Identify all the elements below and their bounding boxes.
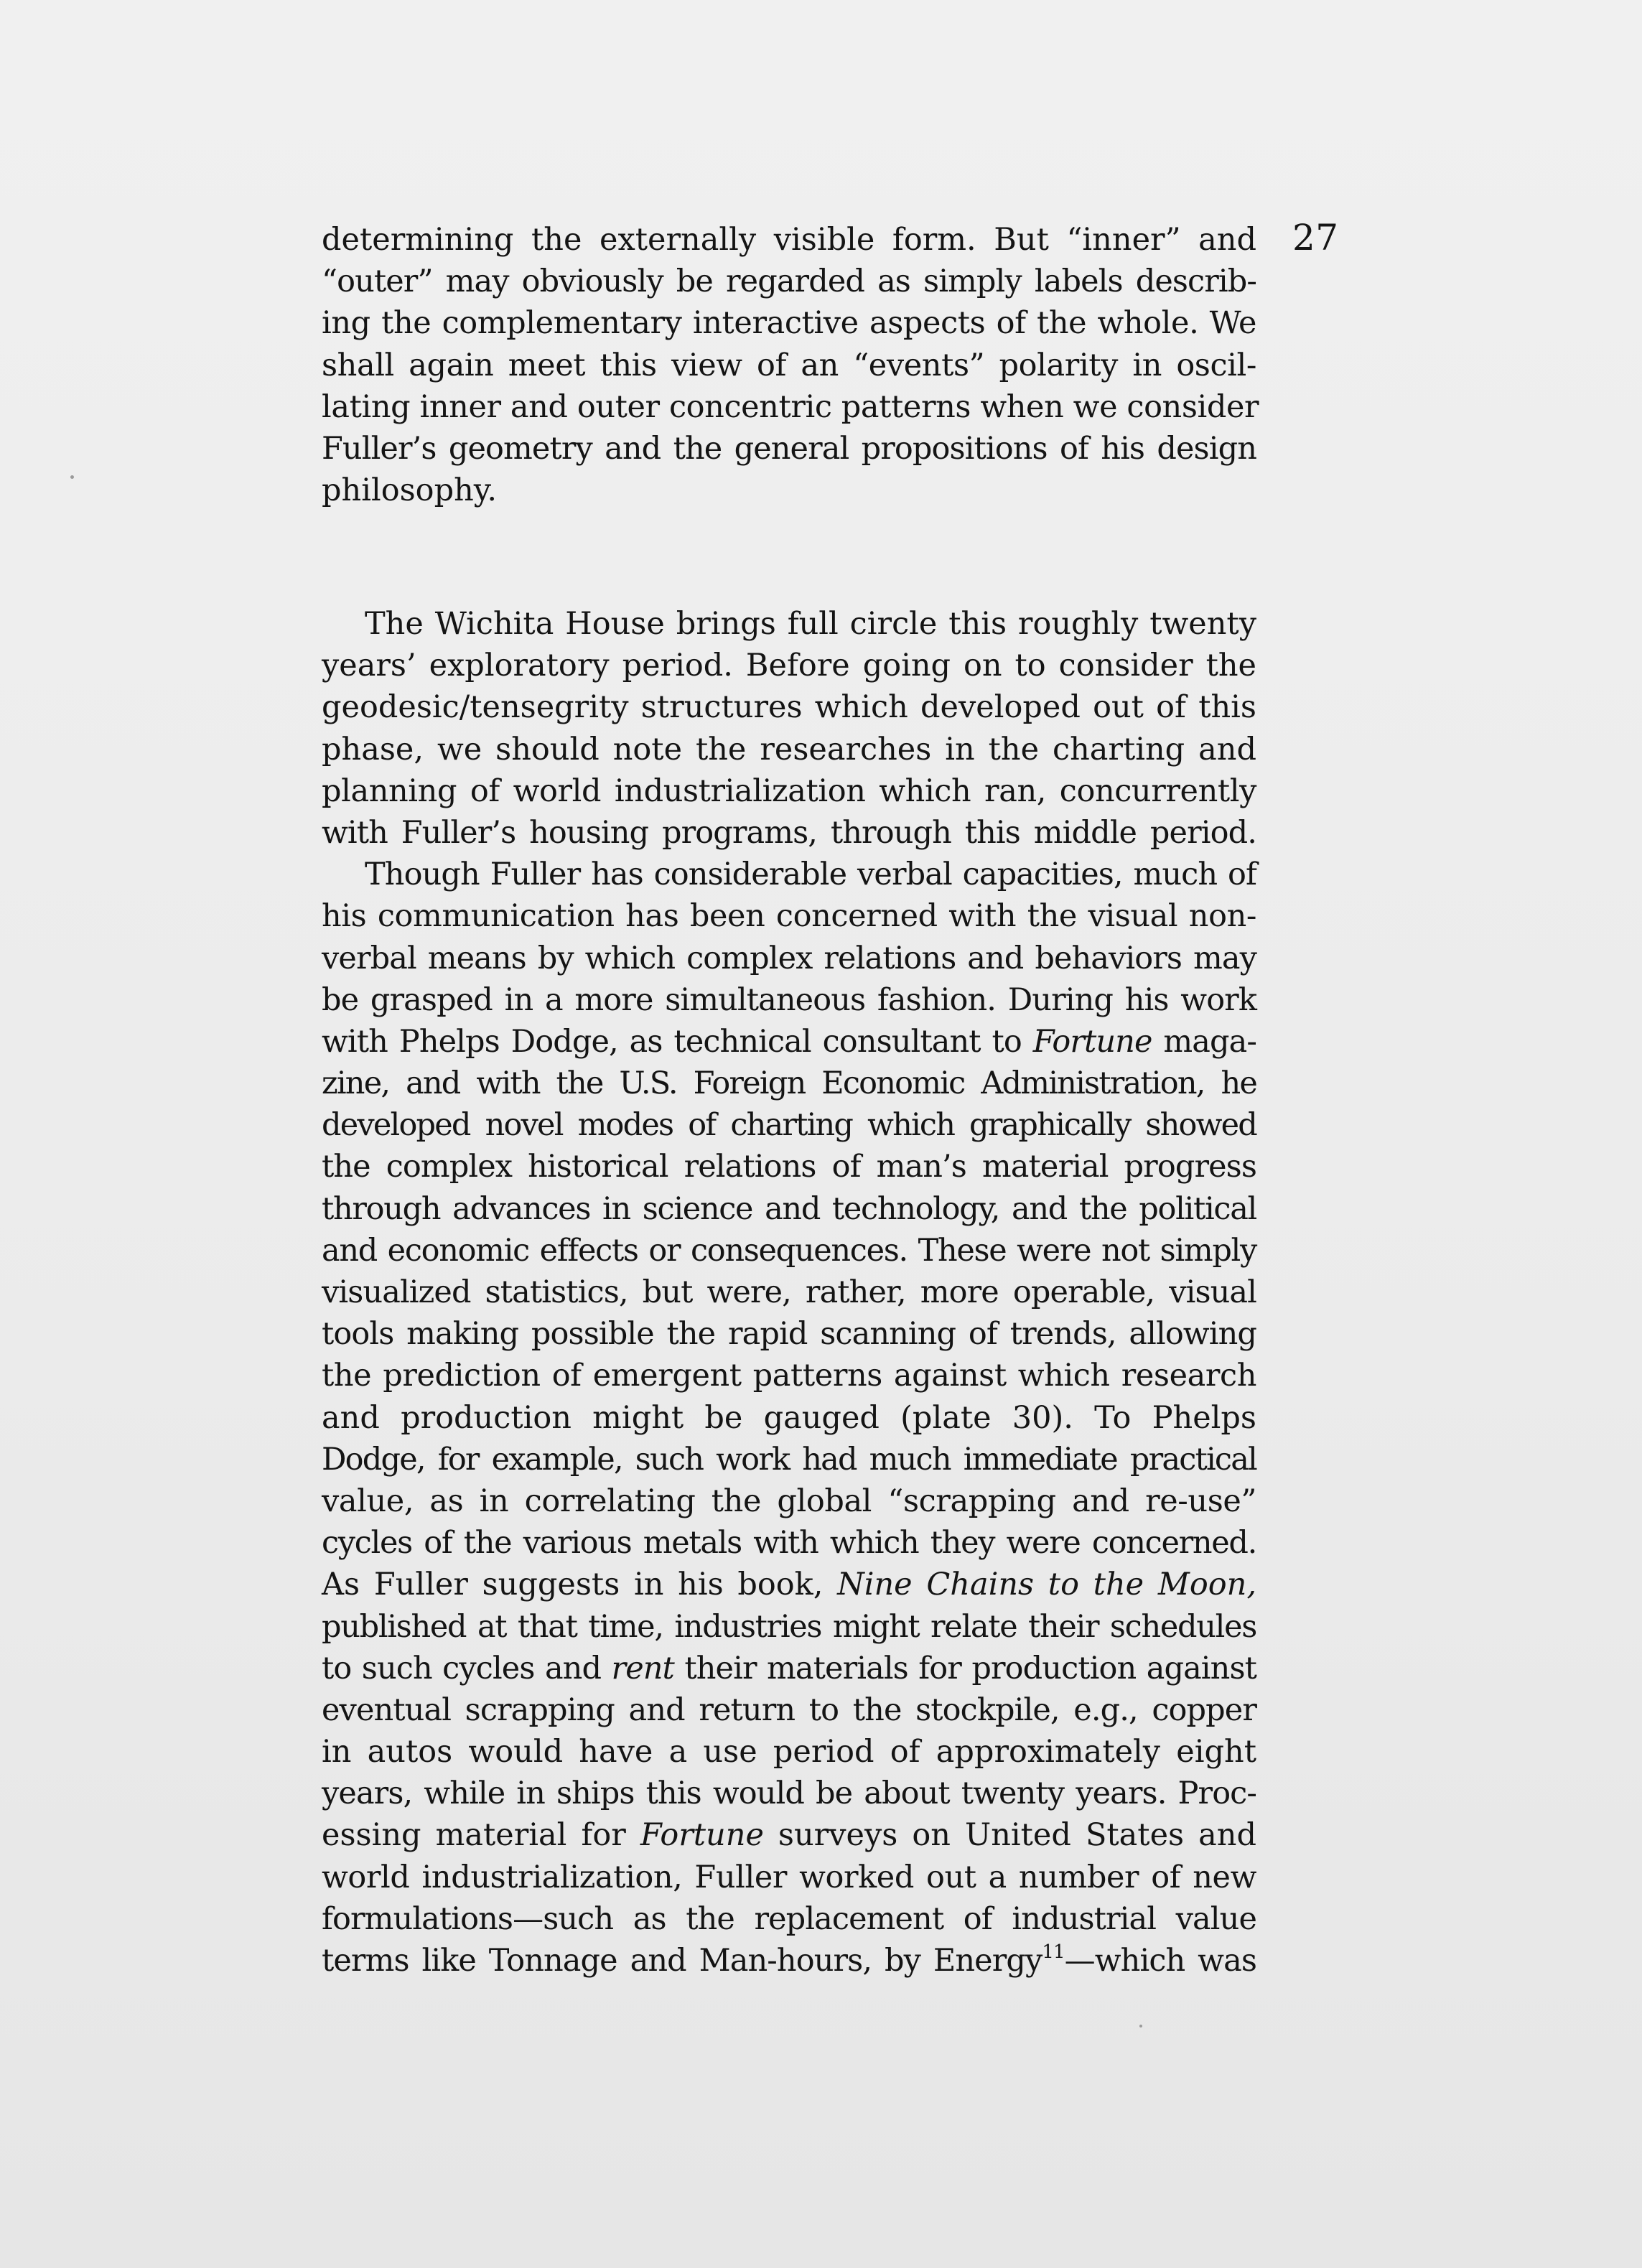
text-line: zine, and with the U.S. Foreign Economic Administration, he <box>322 1065 1256 1102</box>
text-run: —which was <box>1064 1943 1256 1979</box>
text-line: phase, we should note the researches in the charting and <box>322 731 1256 767</box>
text-line <box>322 1021 1256 1063</box>
italic-title: Fortune <box>1032 1023 1152 1060</box>
text-run: surveys on United States and <box>763 1817 1256 1854</box>
text-line: with Fuller’s housing programs, through this middle period. <box>322 814 1256 851</box>
text-run: terms like Tonnage and Man-hours, by Energy <box>322 1943 1042 1979</box>
page-number: 27 <box>1292 217 1339 258</box>
text-line: value, as in correlating the global “scrapping and re-use” <box>322 1483 1256 1519</box>
text-line: his communication has been concerned with the visual non- <box>322 898 1256 935</box>
text-line: be grasped in a more simultaneous fashion. During his work <box>322 981 1256 1018</box>
text-line: verbal means by which complex relations and behaviors may <box>322 940 1256 976</box>
text-run: maga- <box>1152 1023 1256 1060</box>
text-line: philosophy. <box>322 472 498 509</box>
text-line: ing the complementary interactive aspects of the whole. We <box>322 305 1256 342</box>
text-line: in autos would have a use period of approximately eight <box>322 1734 1256 1770</box>
text-line: The Wichita House brings full circle this roughly twenty <box>365 606 1256 642</box>
text-line: years’ exploratory period. Before going on to consider the <box>322 648 1256 684</box>
text-line <box>322 1564 1256 1605</box>
text-line: Fuller’s geometry and the general propositions of his design <box>322 430 1256 467</box>
paper-speck <box>1139 2025 1142 2027</box>
text-line: shall again meet this view of an “events” polarity in oscil- <box>322 347 1256 383</box>
text-line: developed novel modes of charting which graphically showed <box>322 1107 1256 1144</box>
italic-title: Fortune <box>640 1817 764 1854</box>
text-line: through advances in science and technology, and the political <box>322 1190 1256 1227</box>
footnote-marker: 11 <box>1042 1941 1065 1963</box>
text-run: essing material for <box>322 1817 640 1854</box>
text-line <box>322 1814 1256 1856</box>
text-line: and economic effects or consequences. These were not simply <box>322 1232 1256 1269</box>
text-line: visualized statistics, but were, rather, more operable, visual <box>322 1274 1256 1310</box>
text-line: planning of world industrialization which ran, concurrently <box>322 773 1256 809</box>
text-line <box>322 1648 1256 1689</box>
text-line: eventual scrapping and return to the stockpile, e.g., copper <box>322 1691 1256 1728</box>
text-run: with Phelps Dodge, as technical consultant to <box>322 1023 1033 1060</box>
text-line: the complex historical relations of man’s material progress <box>322 1149 1256 1185</box>
paper-speck <box>70 475 74 479</box>
text-line: published at that time, industries might relate their schedules <box>322 1608 1256 1645</box>
text-line: years, while in ships this would be about twenty years. Proc- <box>322 1775 1256 1812</box>
text-line: determining the externally visible form. But “inner” and <box>322 222 1256 258</box>
text-line: world industrialization, Fuller worked out a number of new <box>322 1859 1256 1895</box>
italic-title: Nine Chains to the Moon, <box>837 1567 1256 1603</box>
text-line: Dodge, for example, such work had much immediate practical <box>322 1441 1256 1478</box>
text-line: Though Fuller has considerable verbal capacities, much of <box>365 857 1256 893</box>
paragraph-continued <box>322 219 1259 511</box>
text-line: tools making possible the rapid scanning of trends, allowing <box>322 1316 1256 1353</box>
text-line: formulations—such as the replacement of industrial value <box>322 1900 1256 1937</box>
text-run: As Fuller suggests in his book, <box>322 1567 838 1603</box>
text-line: the prediction of emergent patterns against which research <box>322 1358 1256 1394</box>
italic-word: rent <box>611 1650 674 1686</box>
text-line: and production might be gauged (plate 30). To Phelps <box>322 1399 1256 1436</box>
body-text <box>322 603 1256 1982</box>
text-line: geodesic/tensegrity structures which developed out of this <box>322 689 1256 726</box>
text-run: their materials for production against <box>673 1650 1256 1686</box>
text-line: “outer” may obviously be regarded as simply labels describ- <box>322 263 1256 300</box>
text-line: lating inner and outer concentric patterns when we consider <box>322 388 1259 425</box>
text-line <box>322 1940 1256 1982</box>
text-line: cycles of the various metals with which they were concerned. <box>322 1525 1256 1562</box>
text-run: to such cycles and <box>322 1650 612 1686</box>
